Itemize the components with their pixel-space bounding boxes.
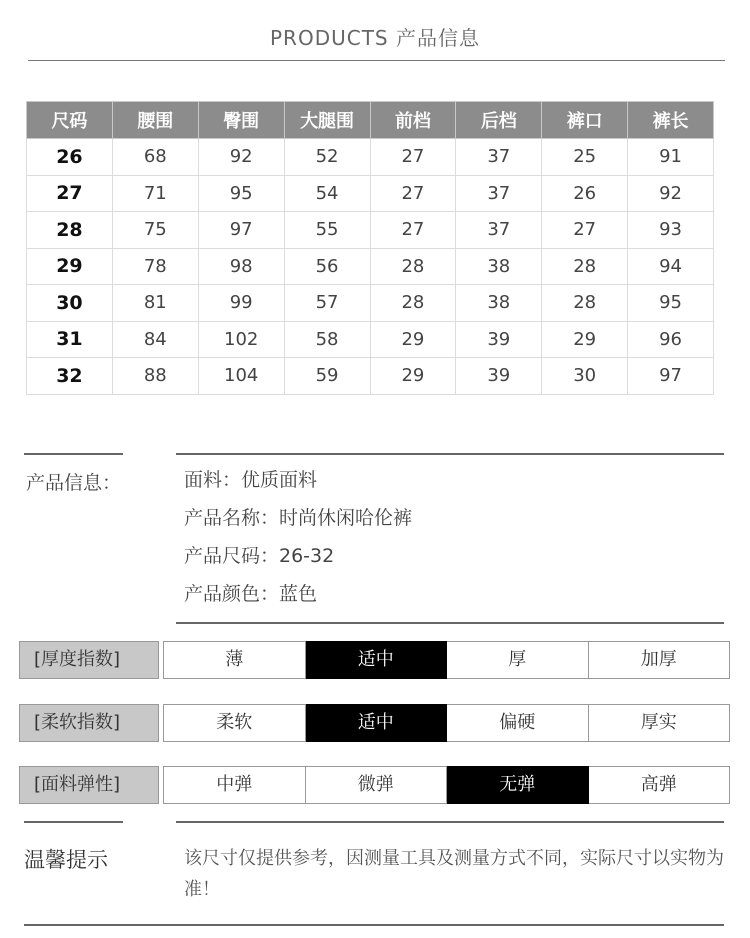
rating-label: [厚度指数] xyxy=(19,641,159,679)
column-header: 大腿围 xyxy=(284,102,370,139)
rating-option: 微弹 xyxy=(306,766,448,804)
table-row xyxy=(27,212,714,249)
info-line-name: 产品名称：时尚休闲哈伦裤 xyxy=(184,507,413,529)
tips-label: 温馨提示 xyxy=(24,848,108,872)
column-header: 腰围 xyxy=(112,102,198,139)
table-cell: 95 xyxy=(198,175,284,212)
table-row xyxy=(27,358,714,395)
column-header: 裤口 xyxy=(542,102,628,139)
table-cell: 58 xyxy=(284,321,370,358)
bottom-divider xyxy=(24,924,724,926)
table-cell: 54 xyxy=(284,175,370,212)
table-row xyxy=(27,139,714,176)
table-cell: 104 xyxy=(198,358,284,395)
table-cell: 98 xyxy=(198,248,284,285)
table-cell: 28 xyxy=(542,285,628,322)
column-header: 尺码 xyxy=(27,102,113,139)
title-divider xyxy=(28,60,725,61)
table-cell: 38 xyxy=(456,285,542,322)
table-cell: 78 xyxy=(112,248,198,285)
table-cell: 88 xyxy=(112,358,198,395)
softness-rating xyxy=(19,704,730,742)
info-lines xyxy=(184,466,412,618)
table-cell: 68 xyxy=(112,139,198,176)
size-cell: 32 xyxy=(27,358,113,395)
rating-option-selected: 适中 xyxy=(306,704,448,742)
table-cell: 96 xyxy=(628,321,714,358)
info-left-divider xyxy=(24,453,123,455)
table-cell: 71 xyxy=(112,175,198,212)
table-header-row xyxy=(27,102,714,139)
info-line-fabric: 面料：优质面料 xyxy=(184,469,318,491)
table-cell: 25 xyxy=(542,139,628,176)
table-cell: 97 xyxy=(628,358,714,395)
rating-option-selected: 适中 xyxy=(306,641,448,679)
table-cell: 59 xyxy=(284,358,370,395)
table-row xyxy=(27,285,714,322)
tips-left-divider xyxy=(24,821,123,823)
info-line-size: 产品尺码：26-32 xyxy=(184,545,335,567)
size-cell: 29 xyxy=(27,248,113,285)
table-cell: 28 xyxy=(370,248,456,285)
table-cell: 39 xyxy=(456,358,542,395)
table-cell: 93 xyxy=(628,212,714,249)
table-cell: 28 xyxy=(542,248,628,285)
table-cell: 27 xyxy=(370,212,456,249)
rating-label: [柔软指数] xyxy=(19,704,159,742)
size-cell: 27 xyxy=(27,175,113,212)
table-cell: 57 xyxy=(284,285,370,322)
table-cell: 92 xyxy=(198,139,284,176)
rating-option: 厚 xyxy=(447,641,589,679)
table-row xyxy=(27,175,714,212)
table-cell: 27 xyxy=(370,139,456,176)
thickness-rating xyxy=(19,641,730,679)
table-cell: 55 xyxy=(284,212,370,249)
table-cell: 27 xyxy=(542,212,628,249)
table-cell: 37 xyxy=(456,139,542,176)
table-cell: 97 xyxy=(198,212,284,249)
table-cell: 30 xyxy=(542,358,628,395)
page-title: PRODUCTS 产品信息 xyxy=(270,26,480,50)
size-cell: 28 xyxy=(27,212,113,249)
table-cell: 28 xyxy=(370,285,456,322)
elasticity-rating xyxy=(19,766,730,804)
column-header: 后档 xyxy=(456,102,542,139)
column-header: 裤长 xyxy=(628,102,714,139)
size-cell: 30 xyxy=(27,285,113,322)
rating-option: 加厚 xyxy=(589,641,731,679)
rating-label: [面料弹性] xyxy=(19,766,159,804)
info-label: 产品信息： xyxy=(26,472,122,494)
table-cell: 92 xyxy=(628,175,714,212)
size-cell: 26 xyxy=(27,139,113,176)
table-cell: 84 xyxy=(112,321,198,358)
table-cell: 102 xyxy=(198,321,284,358)
rating-option: 柔软 xyxy=(163,704,306,742)
size-table xyxy=(26,101,714,395)
table-cell: 37 xyxy=(456,175,542,212)
table-cell: 37 xyxy=(456,212,542,249)
table-row xyxy=(27,321,714,358)
table-cell: 91 xyxy=(628,139,714,176)
column-header: 臀围 xyxy=(198,102,284,139)
table-cell: 56 xyxy=(284,248,370,285)
table-cell: 27 xyxy=(370,175,456,212)
tips-text: 该尺寸仅提供参考，因测量工具及测量方式不同，实际尺寸以实物为准！ xyxy=(184,848,724,900)
table-cell: 99 xyxy=(198,285,284,322)
table-cell: 29 xyxy=(370,321,456,358)
size-cell: 31 xyxy=(27,321,113,358)
rating-option: 高弹 xyxy=(589,766,731,804)
table-cell: 81 xyxy=(112,285,198,322)
rating-option: 厚实 xyxy=(589,704,731,742)
table-cell: 39 xyxy=(456,321,542,358)
table-cell: 26 xyxy=(542,175,628,212)
rating-option: 中弹 xyxy=(163,766,306,804)
rating-option: 薄 xyxy=(163,641,306,679)
table-cell: 38 xyxy=(456,248,542,285)
info-top-divider xyxy=(176,453,724,455)
info-bottom-divider xyxy=(176,622,724,624)
table-cell: 94 xyxy=(628,248,714,285)
column-header: 前档 xyxy=(370,102,456,139)
tips-top-divider xyxy=(176,821,724,823)
rating-option: 偏硬 xyxy=(447,704,589,742)
table-cell: 29 xyxy=(542,321,628,358)
table-row xyxy=(27,248,714,285)
info-line-color: 产品颜色：蓝色 xyxy=(184,583,318,605)
rating-option-selected: 无弹 xyxy=(447,766,589,804)
table-cell: 29 xyxy=(370,358,456,395)
table-cell: 95 xyxy=(628,285,714,322)
table-cell: 52 xyxy=(284,139,370,176)
table-cell: 75 xyxy=(112,212,198,249)
